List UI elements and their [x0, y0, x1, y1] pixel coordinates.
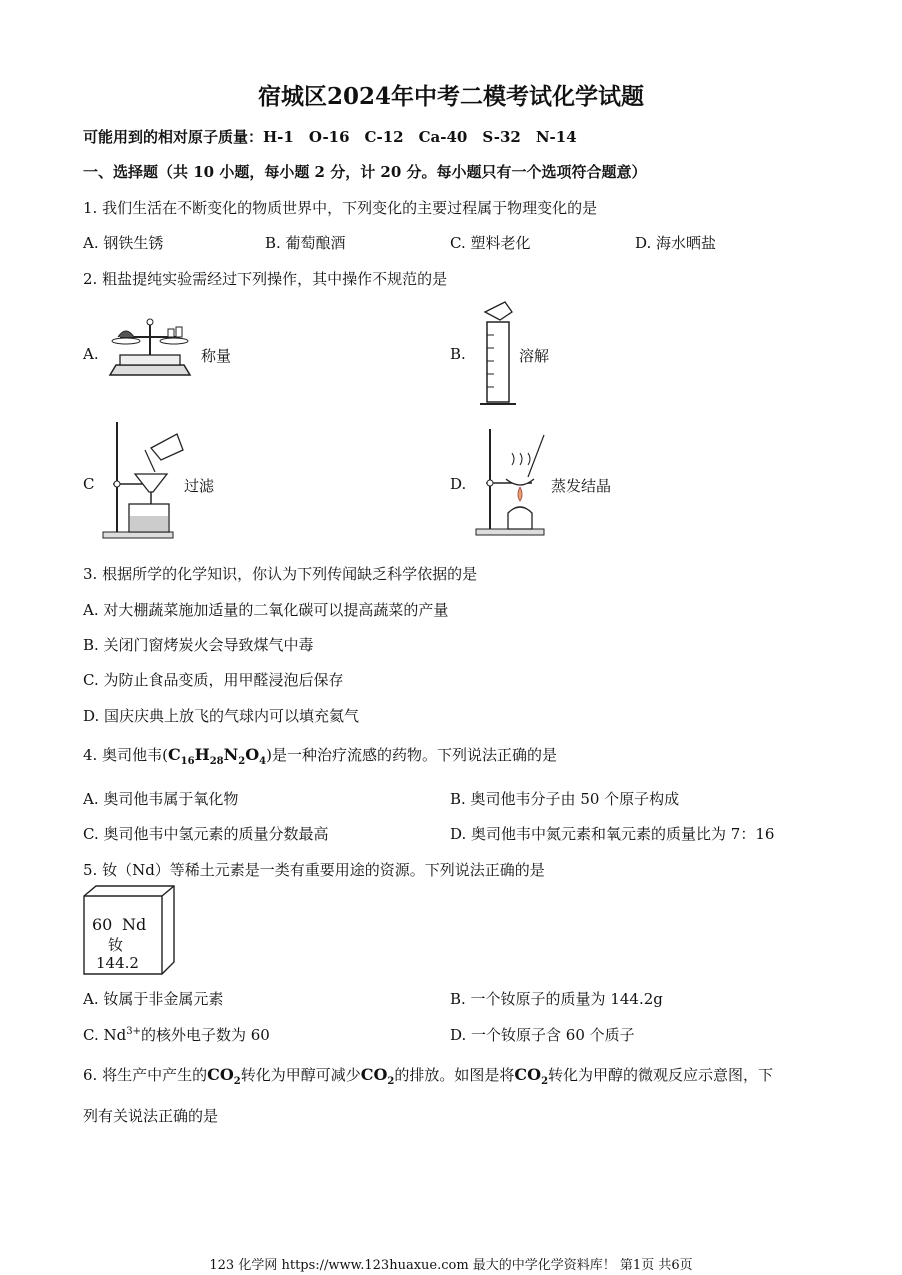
q2-stem: 2. 粗盐提纯实验需经过下列操作，其中操作不规范的是: [83, 270, 448, 288]
q4-option-a[interactable]: A. 奥司他韦属于氧化物: [83, 790, 239, 808]
q1-option-b[interactable]: B. 葡萄酿酒: [265, 234, 346, 252]
q5-option-a[interactable]: A. 钕属于非金属元素: [83, 990, 224, 1008]
q2-option-b-label: 溶解: [519, 347, 550, 365]
graduated-cylinder-dissolving-image: [470, 300, 520, 410]
q1-option-a[interactable]: A. 钢铁生锈: [83, 234, 164, 252]
q4-option-d[interactable]: D. 奥司他韦中氮元素和氧元素的质量比为 7：16: [450, 825, 775, 843]
balance-weighing-image: [100, 315, 200, 385]
page-title: 宿城区2024年中考二模考试化学试题: [257, 83, 644, 110]
q3-option-a[interactable]: A. 对大棚蔬菜施加适量的二氧化碳可以提高蔬菜的产量: [83, 601, 449, 619]
q4-stem-post: )是一种治疗流感的药物。下列说法正确的是: [266, 746, 557, 764]
q2-option-b-letter[interactable]: B.: [450, 345, 466, 363]
q4-option-c[interactable]: C. 奥司他韦中氢元素的质量分数最高: [83, 825, 329, 843]
q4-option-b[interactable]: B. 奥司他韦分子由 50 个原子构成: [450, 790, 680, 808]
q2-option-a-label: 称量: [201, 347, 232, 365]
q1-option-d[interactable]: D. 海水晒盐: [635, 234, 717, 252]
q1-stem: 1. 我们生活在不断变化的物质世界中，下列变化的主要过程属于物理变化的是: [83, 199, 598, 217]
q4-stem: [83, 744, 557, 767]
q2-option-d-label: 蒸发结晶: [551, 477, 612, 495]
q3-option-d[interactable]: D. 国庆庆典上放飞的气球内可以填充氦气: [83, 707, 360, 725]
q5-option-b[interactable]: B. 一个钕原子的质量为 144.2g: [450, 990, 663, 1008]
q3-option-b[interactable]: B. 关闭门窗烤炭火会导致煤气中毒: [83, 636, 314, 654]
q3-option-c[interactable]: C. 为防止食品变质，用甲醛浸泡后保存: [83, 671, 344, 689]
section-heading: 一、选择题（共 10 小题，每小题 2 分，计 20 分。每小题只有一个选项符合题意）: [83, 163, 647, 181]
q2-option-c-letter[interactable]: C: [83, 475, 95, 493]
q2-option-d-letter[interactable]: D.: [450, 475, 467, 493]
q5-stem: 5. 钕（Nd）等稀土元素是一类有重要用途的资源。下列说法正确的是: [83, 861, 545, 879]
q4-stem-pre: 4. 奥司他韦(: [83, 746, 168, 764]
relative-atomic-masses: 可能用到的相对原子质量：H-1 O-16 C-12 Ca-40 S-32 N-14: [83, 128, 577, 146]
element-atomic-mass: 144.2: [96, 954, 139, 972]
filtration-apparatus-image: [95, 420, 185, 540]
q6-stem-line1: 6. 将生产中产生的$CO_2$转化为甲醇可减少$CO_2$的排放。如图是将$CO_2$转化为甲醇的微观反应示意图，下: [83, 1065, 774, 1087]
q1-option-c[interactable]: C. 塑料老化: [450, 234, 531, 252]
q5-option-c[interactable]: C. $Nd^{3+}$的核外电子数为 60: [83, 1026, 270, 1044]
q5-option-d[interactable]: D. 一个钕原子含 60 个质子: [450, 1026, 635, 1044]
oseltamivir-formula: $C_{16}H_{28}N_2O_4$: [167, 745, 267, 767]
evaporation-apparatus-image: [472, 425, 552, 537]
q2-option-a-letter[interactable]: A.: [83, 345, 99, 363]
page-footer: 123 化学网 https://www.123huaxue.com 最大的中学化学资料库！ 第1页 共6页: [209, 1258, 693, 1273]
q6-stem-line2: 列有关说法正确的是: [83, 1107, 219, 1125]
element-atomic-number: 60: [92, 915, 113, 934]
q2-option-c-label: 过滤: [184, 477, 215, 495]
element-name: 钕: [108, 936, 124, 954]
element-symbol: Nd: [122, 915, 147, 934]
q3-stem: 3. 根据所学的化学知识，你认为下列传闻缺乏科学依据的是: [83, 565, 478, 583]
